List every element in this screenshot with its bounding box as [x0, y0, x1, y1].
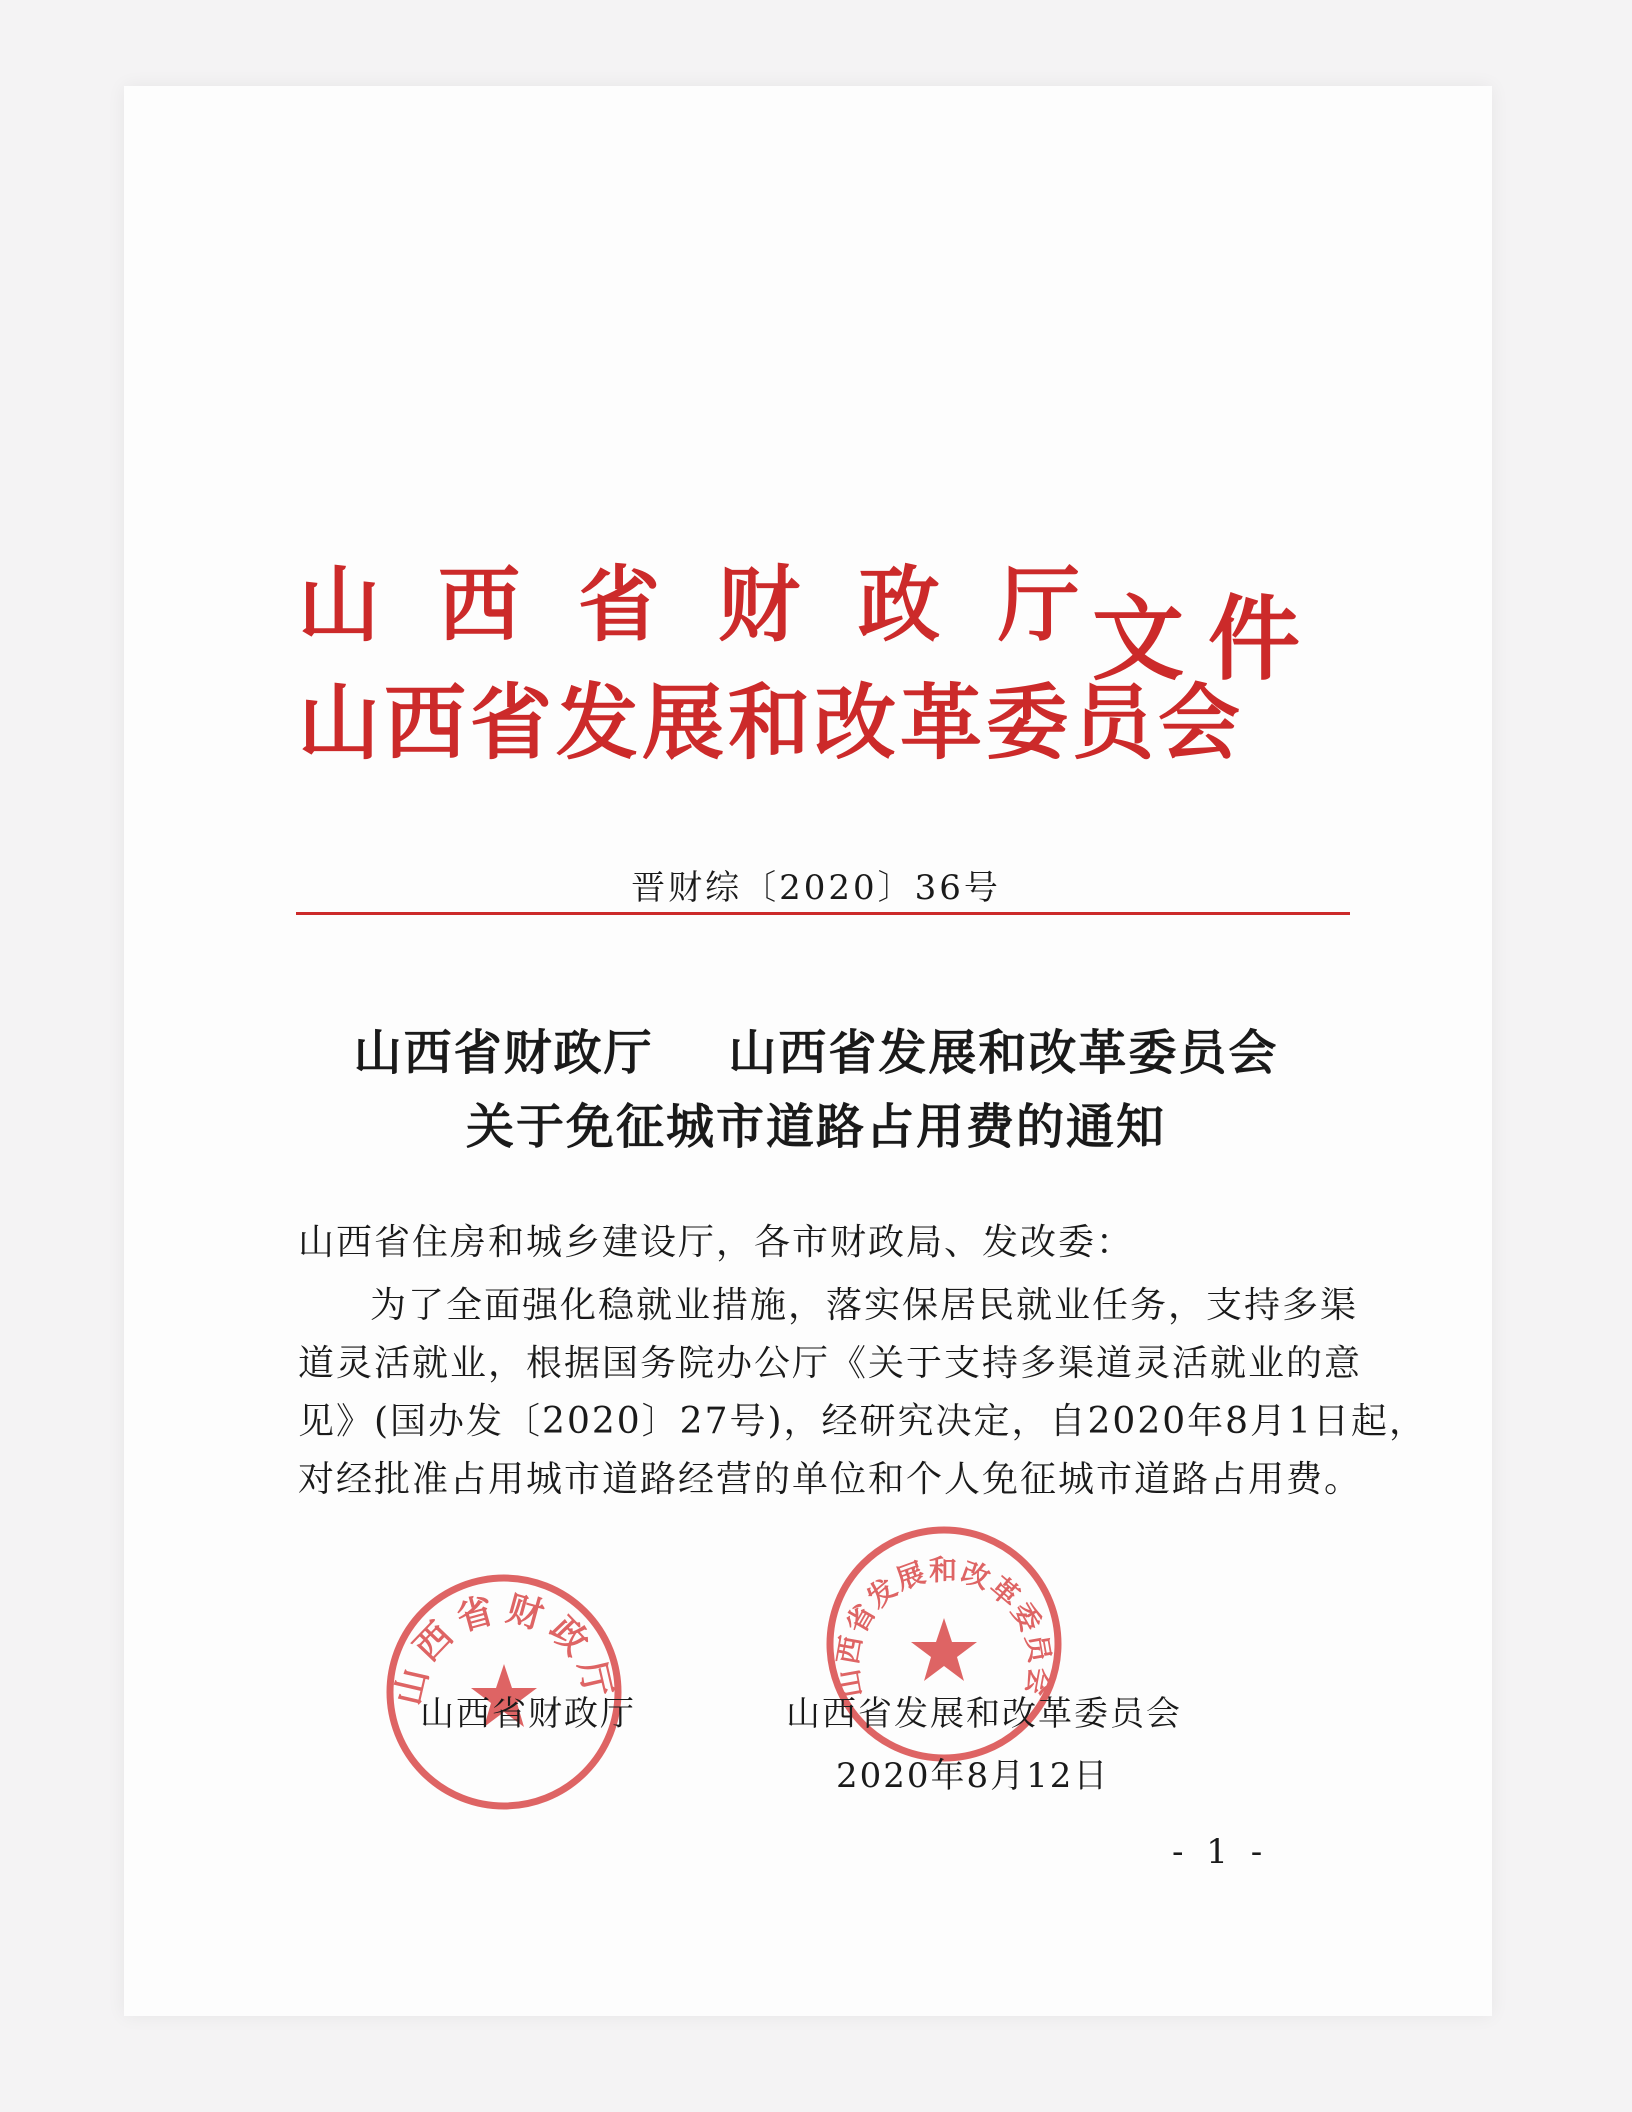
header-document-label: 文件	[1092, 585, 1325, 693]
title-line-1: 山西省财政厅 山西省发展和改革委员会	[353, 1025, 1279, 1081]
red-divider	[296, 912, 1350, 915]
body-line-3: 见》(国办发〔2020〕27号)，经研究决定，自2020年8月1日起，	[298, 1401, 1427, 1442]
title-line-2: 关于免征城市道路占用费的通知	[465, 1099, 1166, 1155]
signature-org-1: 山西省财政厅	[420, 1694, 636, 1734]
page-number: - 1 -	[1172, 1832, 1269, 1872]
header-issuer-1: 山西省财政厅	[298, 557, 1139, 653]
addressee: 山西省住房和城乡建设厅，各市财政局、发改委：	[298, 1222, 1135, 1263]
svg-text:山西省发展和改革委员会: 山西省发展和改革委员会	[831, 1553, 1057, 1701]
signature-date: 2020年8月12日	[836, 1756, 1110, 1796]
svg-text:山西省财政厅: 山西省财政厅	[386, 1587, 622, 1709]
body-line-1: 为了全面强化稳就业措施，落实保居民就业任务，支持多渠	[370, 1285, 1359, 1326]
body-line-4: 对经批准占用城市道路经营的单位和个人免征城市道路占用费。	[298, 1459, 1363, 1500]
document-number: 晋财综〔2020〕36号	[631, 868, 1001, 908]
signature-org-2: 山西省发展和改革委员会	[786, 1694, 1182, 1734]
body-line-2: 道灵活就业，根据国务院办公厅《关于支持多渠道灵活就业的意	[298, 1343, 1363, 1384]
header-issuer-2: 山西省发展和改革委员会	[298, 675, 1245, 771]
